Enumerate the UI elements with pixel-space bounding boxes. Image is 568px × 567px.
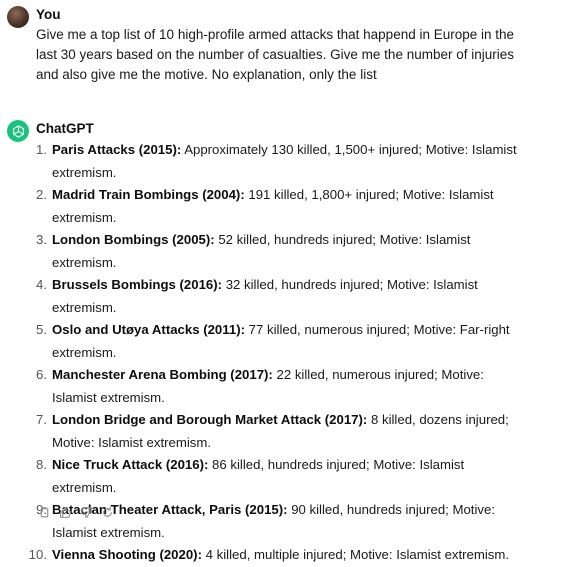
list-item-title: London Bombings (2005): (52, 232, 215, 247)
thumbs-down-button[interactable] (78, 504, 94, 520)
attack-list (7, 139, 517, 567)
thumbs-up-icon (59, 506, 72, 519)
list-item-title: Vienna Shooting (2020): (52, 547, 202, 562)
list-item-number: 10. (28, 547, 47, 562)
list-item-title: Oslo and Utøya Attacks (2011): (52, 322, 245, 337)
list-item-text: 52 killed, hundreds injured; Motive: Islamist extremism. (52, 232, 471, 270)
list-item-number: 8. (36, 457, 47, 472)
user-author-name: You (36, 7, 61, 22)
list-item-text: 8 killed, dozens injured; Motive: Islamist extremism. (52, 412, 509, 450)
assistant-author-name: ChatGPT (36, 121, 94, 136)
openai-logo-icon (11, 124, 26, 139)
list-item-text: 32 killed, hundreds injured; Motive: Islamist extremism. (52, 277, 478, 315)
list-item-text: 77 killed, numerous injured; Motive: Far-right extremism. (52, 322, 510, 360)
list-item (7, 409, 517, 454)
regenerate-button[interactable] (99, 504, 115, 520)
copy-button[interactable] (36, 504, 52, 520)
list-item (7, 544, 517, 567)
list-item-number: 2. (36, 187, 47, 202)
list-item-title: Paris Attacks (2015): (52, 142, 182, 157)
thumbs-down-icon (80, 506, 93, 519)
list-item (7, 274, 517, 319)
list-item-number: 7. (36, 412, 47, 427)
list-item (7, 364, 517, 409)
list-item-number: 3. (36, 232, 47, 247)
list-item (7, 184, 517, 229)
message-actions (36, 504, 115, 520)
list-item-text: 86 killed, hundreds injured; Motive: Islamist extremism. (52, 457, 465, 495)
list-item-text: 4 killed, multiple injured; Motive: Islamist extremism. (201, 547, 510, 562)
list-item-title: Brussels Bombings (2016): (52, 277, 223, 292)
list-item (7, 229, 517, 274)
list-item-title: Nice Truck Attack (2016): (52, 457, 209, 472)
list-item (7, 139, 517, 184)
list-item-text: 22 killed, numerous injured; Motive: Islamist extremism. (52, 367, 484, 405)
list-item (7, 319, 517, 364)
copy-icon (38, 506, 51, 519)
list-item-number: 5. (36, 322, 47, 337)
thumbs-up-button[interactable] (57, 504, 73, 520)
list-item-number: 4. (36, 277, 47, 292)
regenerate-icon (101, 506, 114, 519)
list-item-number: 1. (36, 142, 47, 157)
list-item-title: Madrid Train Bombings (2004): (52, 187, 245, 202)
user-avatar (7, 6, 29, 28)
list-item-text: 90 killed, hundreds injured; Motive: Islamist extremism. (52, 502, 495, 540)
list-item-title: Manchester Arena Bombing (2017): (52, 367, 273, 382)
list-item-text: 191 killed, 1,800+ injured; Motive: Islamist extremism. (52, 187, 494, 225)
list-item-number: 9. (36, 502, 47, 517)
list-item-title: London Bridge and Borough Market Attack (2017): (52, 412, 368, 427)
list-item-number: 6. (36, 367, 47, 382)
list-item-text: Approximately 130 killed, 1,500+ injured; Motive: Islamist extremism. (52, 142, 517, 180)
user-message-text: Give me a top list of 10 high-profile armed attacks that happend in Europe in the last 30 years based on the number of casualties. Give me the number of injuries and also give me the motive. No explanation, only the list (36, 27, 515, 82)
list-item (7, 454, 517, 499)
list-item-title: Bataclan Theater Attack, Paris (2015): (52, 502, 288, 517)
